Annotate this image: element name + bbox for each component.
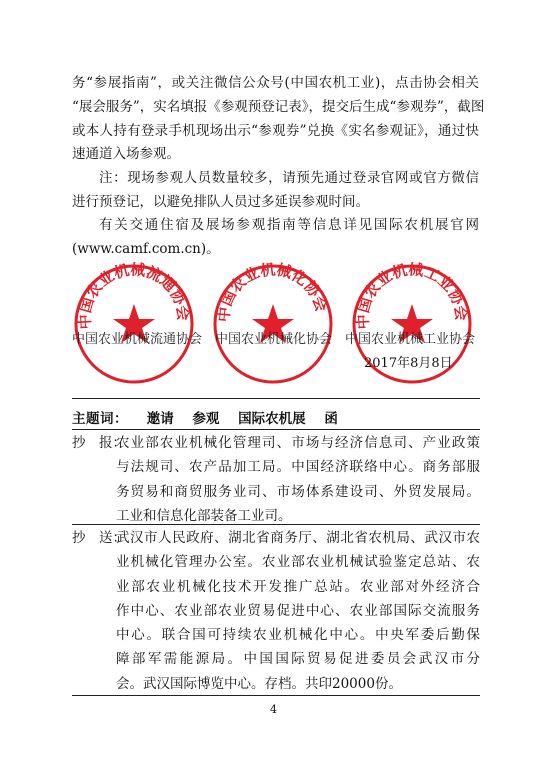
note-line: 注：现场参观人员数量较多，请预先通过登录官网或官方微信 [99,170,479,186]
page-number: 4 [270,703,277,716]
cc-line: 会。武汉国际博览中心。存档。共印20000份。 [116,675,402,692]
svg-text:中国农业机械工业协会: 中国农业机械工业协会 [353,262,471,330]
cc-report-block [72,431,480,531]
cc-line: 中心。联合国可持续农业机械化中心。中央军委后勤保 [116,627,480,644]
cc-report-label: 抄 报： [72,435,126,451]
cc-line: 障部军需能源局。中国国际贸易促进委员会武汉市分 [116,651,480,668]
cc-line: 武汉市人民政府、湖北省商务厅、湖北省农机局、武汉市农 [116,530,480,546]
cc-send-block [72,526,480,696]
divider [72,429,480,430]
cc-line: 工业和信息化部装备工业司。 [116,507,292,524]
divider [72,398,480,399]
subject-keyword: 函 [324,411,338,427]
subject-line [72,407,480,427]
cc-line: 业部农业机械化技术开发推广总站。农业部对外经济合 [116,578,480,595]
seal-stamp [72,262,196,386]
cc-line: 与法规司、农产品加工局。中国经济联络中心。商务部服 [116,459,480,476]
transport-line: 有关交通住宿及展场参观指南等信息详见国际农机展官网 [99,217,479,233]
intro-paragraph [72,72,485,167]
note-paragraph [72,167,479,215]
cc-send-body [116,526,480,696]
cc-send-label: 抄 送： [72,530,126,546]
svg-text:中国农业机械流通协会: 中国农业机械流通协会 [75,262,193,330]
subject-keyword: 国际农机展 [238,411,306,427]
subject-keyword: 邀请 [146,411,174,427]
subject-label: 主题词： [72,411,128,427]
cc-line: 作中心、农业部农业贸易促进中心、农业部国际交流服务 [116,602,480,619]
transport-paragraph [72,214,479,262]
seal-stamp [211,262,335,386]
note-line: 进行预登记，以避免排队人员过多延误参观时间。 [72,193,369,210]
divider [72,695,480,696]
cc-line: 农业部农业机械化管理司、市场与经济信息司、产业政策 [116,435,480,451]
cc-line: 业机械化管理办公室。农业部农业机械试验鉴定总站、农 [116,554,480,571]
svg-text:中国农业机械化协会: 中国农业机械化协会 [214,262,331,323]
intro-line: 务“参展指南”，或关注微信公众号(中国农机工业)，点击协会相关 [72,75,479,91]
signer-name: 中国农业机械化协会 [215,332,333,347]
intro-line: 速通道入场参观。 [72,146,180,163]
divider [72,524,480,525]
document-date: 2017年8月8日 [364,356,453,371]
intro-line: “展会服务”，实名填报《参观预登记表》，提交后生成“参观券”，截图 [72,98,485,115]
intro-line: 或本人持有登录手机现场出示“参观券”兑换《实名参观证》，通过快 [72,122,479,139]
subject-keyword: 参观 [192,411,220,427]
signer-name: 中国农业机械流通协会 [72,332,203,347]
signer-name: 中国农业机械工业协会 [345,332,476,347]
transport-line: (www.camf.com.cn)。 [72,240,220,257]
cc-line: 务贸易和商贸服务业司、市场体系建设司、外贸发展局。 [116,483,480,500]
cc-report-body [116,431,480,528]
